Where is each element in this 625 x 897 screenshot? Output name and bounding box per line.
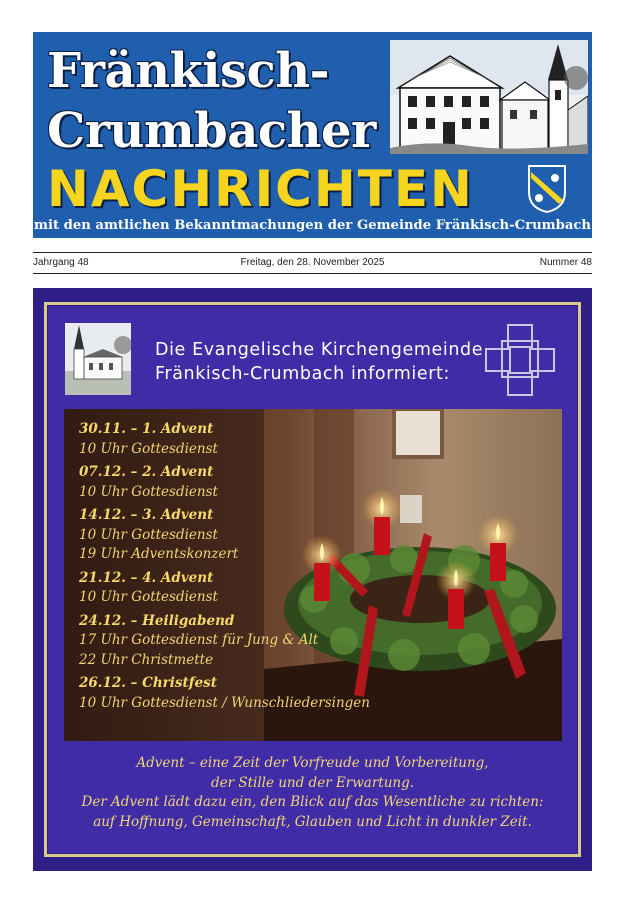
schedule-date: 24.12. – Heiligabend [79, 612, 235, 629]
schedule-group [79, 569, 370, 608]
issue-volume: Jahrgang 48 [33, 257, 89, 268]
schedule-line: 10 Uhr Gottesdienst [79, 483, 218, 500]
schedule-group [79, 674, 370, 713]
issue-date: Freitag, den 28. November 2025 [240, 257, 385, 268]
schedule-line: 10 Uhr Gottesdienst [79, 589, 218, 605]
schedule-line: 17 Uhr Gottesdienst für Jung & Alt [79, 632, 319, 648]
title-line-1: Fränkisch- [47, 43, 330, 99]
schedule-group [79, 420, 370, 459]
poster-heading [155, 338, 483, 386]
schedule-date: 30.11. – 1. Advent [79, 421, 214, 437]
schedule-date: 26.12. – Christfest [79, 675, 217, 691]
schedule-group [79, 506, 370, 565]
church-poster [33, 288, 592, 871]
advent-message [33, 754, 592, 832]
schedule-line: 19 Uhr Adventskonzert [79, 546, 239, 562]
schedule-group [79, 463, 370, 502]
town-sketch-image [390, 40, 588, 154]
advent-message-line: Advent – eine Zeit der Vorfreude und Vorbereitung, [136, 755, 489, 771]
advent-message-line: Der Advent lädt dazu ein, den Blick auf das Wesentliche zu richten: [81, 794, 544, 810]
schedule-date: 21.12. – 4. Advent [79, 569, 214, 586]
schedule-date: 07.12. – 2. Advent [79, 464, 214, 480]
title-line-2: Crumbacher [47, 103, 376, 159]
crest-icon [527, 164, 567, 214]
schedule-line: 22 Uhr Christmette [79, 651, 214, 668]
nachrichten-wordmark: NACHRICHTEN [47, 160, 474, 218]
schedule-line: 10 Uhr Gottesdienst / Wunschliedersingen [79, 694, 370, 711]
issue-info-bar [33, 252, 592, 274]
church-photo-icon [65, 323, 131, 395]
schedule-group [79, 612, 370, 671]
poster-heading-line-2: Fränkisch-Crumbach informiert: [155, 364, 450, 384]
schedule-line: 10 Uhr Gottesdienst [79, 526, 218, 543]
schedule-line: 10 Uhr Gottesdienst [79, 440, 218, 457]
poster-heading-line-1: Die Evangelische Kirchengemeinde [155, 340, 484, 360]
advent-message-line: der Stille und der Erwartung. [210, 774, 415, 791]
advent-message-line: auf Hoffnung, Gemeinschaft, Glauben und Licht in dunkler Zeit. [93, 813, 532, 830]
masthead [33, 32, 592, 238]
masthead-subtitle: mit den amtlichen Bekanntmachungen der Gemeinde Fränkisch-Crumbach [34, 218, 591, 233]
cross-logo-icon [480, 321, 560, 399]
service-schedule [79, 420, 370, 717]
issue-number: Nummer 48 [539, 257, 592, 268]
schedule-date: 14.12. – 3. Advent [79, 507, 214, 523]
